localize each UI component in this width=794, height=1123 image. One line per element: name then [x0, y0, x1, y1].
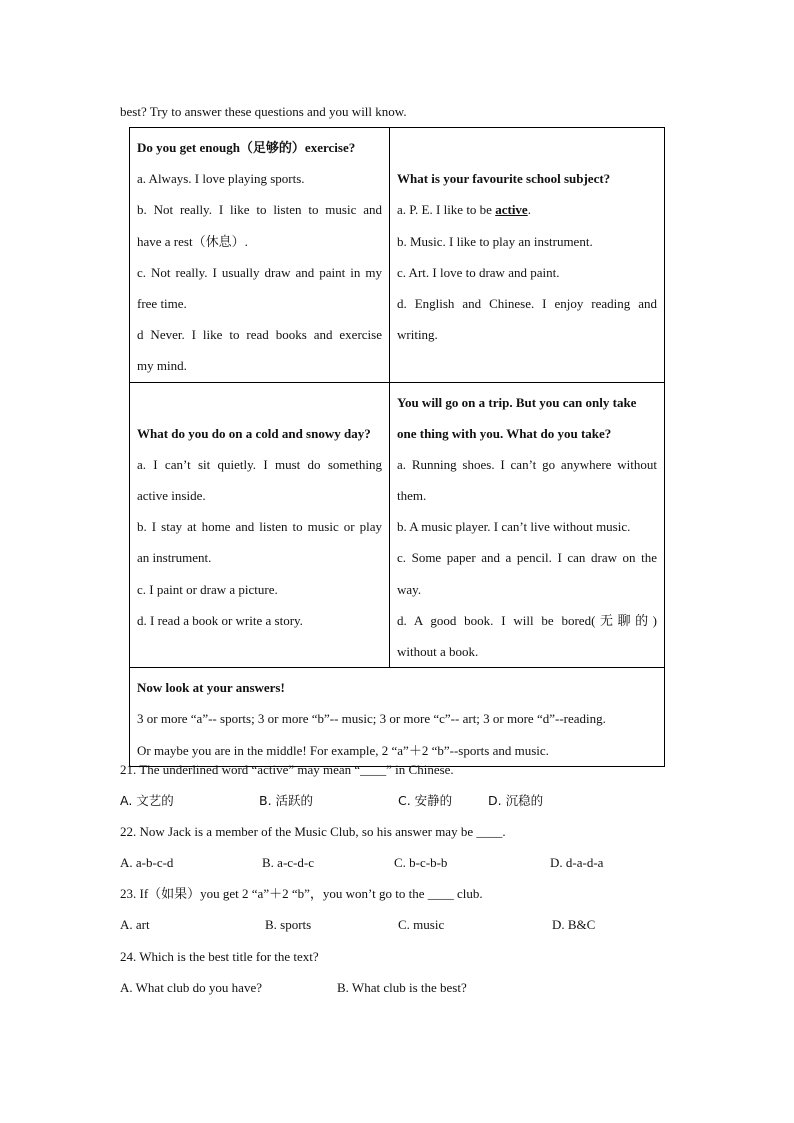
box2-question: What is your favourite school subject?: [397, 171, 611, 187]
box-answers: [130, 668, 665, 767]
answers-line: 3 or more “a”-- sports; 3 or more “b”-- music; 3 or more “c”-- art; 3 or more “d”--reading.: [137, 711, 606, 727]
option-b: B. What club is the best?: [337, 980, 467, 995]
box2-line: writing.: [397, 327, 438, 343]
box1-line: d Never. I like to read books and exercise: [137, 327, 382, 343]
quiz-table: [129, 127, 665, 767]
option-a: A. a-b-c-d: [120, 855, 174, 870]
box2-line: c. Art. I love to draw and paint.: [397, 264, 560, 280]
option-d: D. d-a-d-a: [550, 855, 604, 870]
box1-line: free time.: [137, 295, 187, 311]
box1-line: b. Not really. I like to listen to music and: [137, 202, 382, 218]
table-row: [130, 668, 665, 767]
option-d: D. 沉稳的: [488, 793, 544, 808]
answers-line: Or maybe you are in the middle! For example, 2 “a”＋2 “b”--sports and music.: [137, 742, 549, 758]
box1-line: have a rest（休息）.: [137, 233, 248, 249]
box2-line: b. Music. I like to play an instrument.: [397, 233, 593, 249]
box4-line: d. A good book. I will be bored(无聊的): [397, 612, 657, 628]
box3-line: a. I can’t sit quietly. I must do something: [137, 456, 382, 472]
box3-line: d. I read a book or write a story.: [137, 612, 303, 628]
option-d: D. B&C: [552, 917, 596, 932]
box1-line: my mind.: [137, 358, 187, 374]
box2-line: d. English and Chinese. I enjoy reading and: [397, 295, 657, 311]
option-c: C. b-c-b-b: [394, 855, 448, 870]
box1-question: Do you get enough（足够的）exercise?: [137, 140, 356, 155]
box3-line: b. I stay at home and listen to music or play: [137, 519, 382, 535]
box-subject: [390, 128, 665, 383]
question-stem: 22. Now Jack is a member of the Music Club, so his answer may be ____.: [120, 824, 506, 839]
box4-line: way.: [397, 581, 422, 597]
box1-line: c. Not really. I usually draw and paint in my: [137, 264, 382, 280]
box-trip: [390, 382, 665, 668]
answers-title: Now look at your answers!: [137, 680, 285, 696]
option-c: C. 安静的: [398, 793, 453, 808]
box3-line: an instrument.: [137, 550, 212, 566]
question-stem: 21. The underlined word “active” may mean “____” in Chinese.: [120, 762, 454, 777]
box-snowy-day: [130, 382, 390, 668]
option-b: B. sports: [265, 917, 312, 932]
question-stem: 23. If（如果）you get 2 “a”＋2 “b”，you won’t go to the ____ club.: [120, 886, 483, 901]
option-c: C. music: [398, 917, 445, 932]
intro-text: best? Try to answer these questions and you will know.: [120, 104, 407, 119]
box2-line-a: a. P. E. I like to be active.: [397, 202, 531, 218]
box4-question: You will go on a trip. But you can only take: [397, 394, 637, 410]
option-a: A. What club do you have?: [120, 980, 262, 995]
box4-line: b. A music player. I can’t live without music.: [397, 519, 631, 535]
option-b: B. a-c-d-c: [262, 855, 314, 870]
box4-line: without a book.: [397, 644, 479, 659]
box1-line: a. Always. I love playing sports.: [137, 171, 305, 187]
box-exercise: [130, 128, 390, 383]
box4-line: c. Some paper and a pencil. I can draw on the: [397, 550, 657, 566]
underlined-word: active: [495, 202, 528, 218]
box4-line: a. Running shoes. I can’t go anywhere without: [397, 456, 657, 472]
table-row: [130, 128, 665, 383]
option-b: B. 活跃的: [259, 793, 314, 808]
box3-line: active inside.: [137, 488, 206, 504]
box4-question: one thing with you. What do you take?: [397, 425, 612, 441]
box4-line: them.: [397, 488, 427, 504]
question-stem: 24. Which is the best title for the text?: [120, 949, 319, 964]
table-row: [130, 382, 665, 668]
box3-line: c. I paint or draw a picture.: [137, 581, 278, 597]
option-a: A. 文艺的: [120, 793, 174, 808]
box3-question: What do you do on a cold and snowy day?: [137, 425, 371, 441]
option-a: A. art: [120, 917, 150, 932]
